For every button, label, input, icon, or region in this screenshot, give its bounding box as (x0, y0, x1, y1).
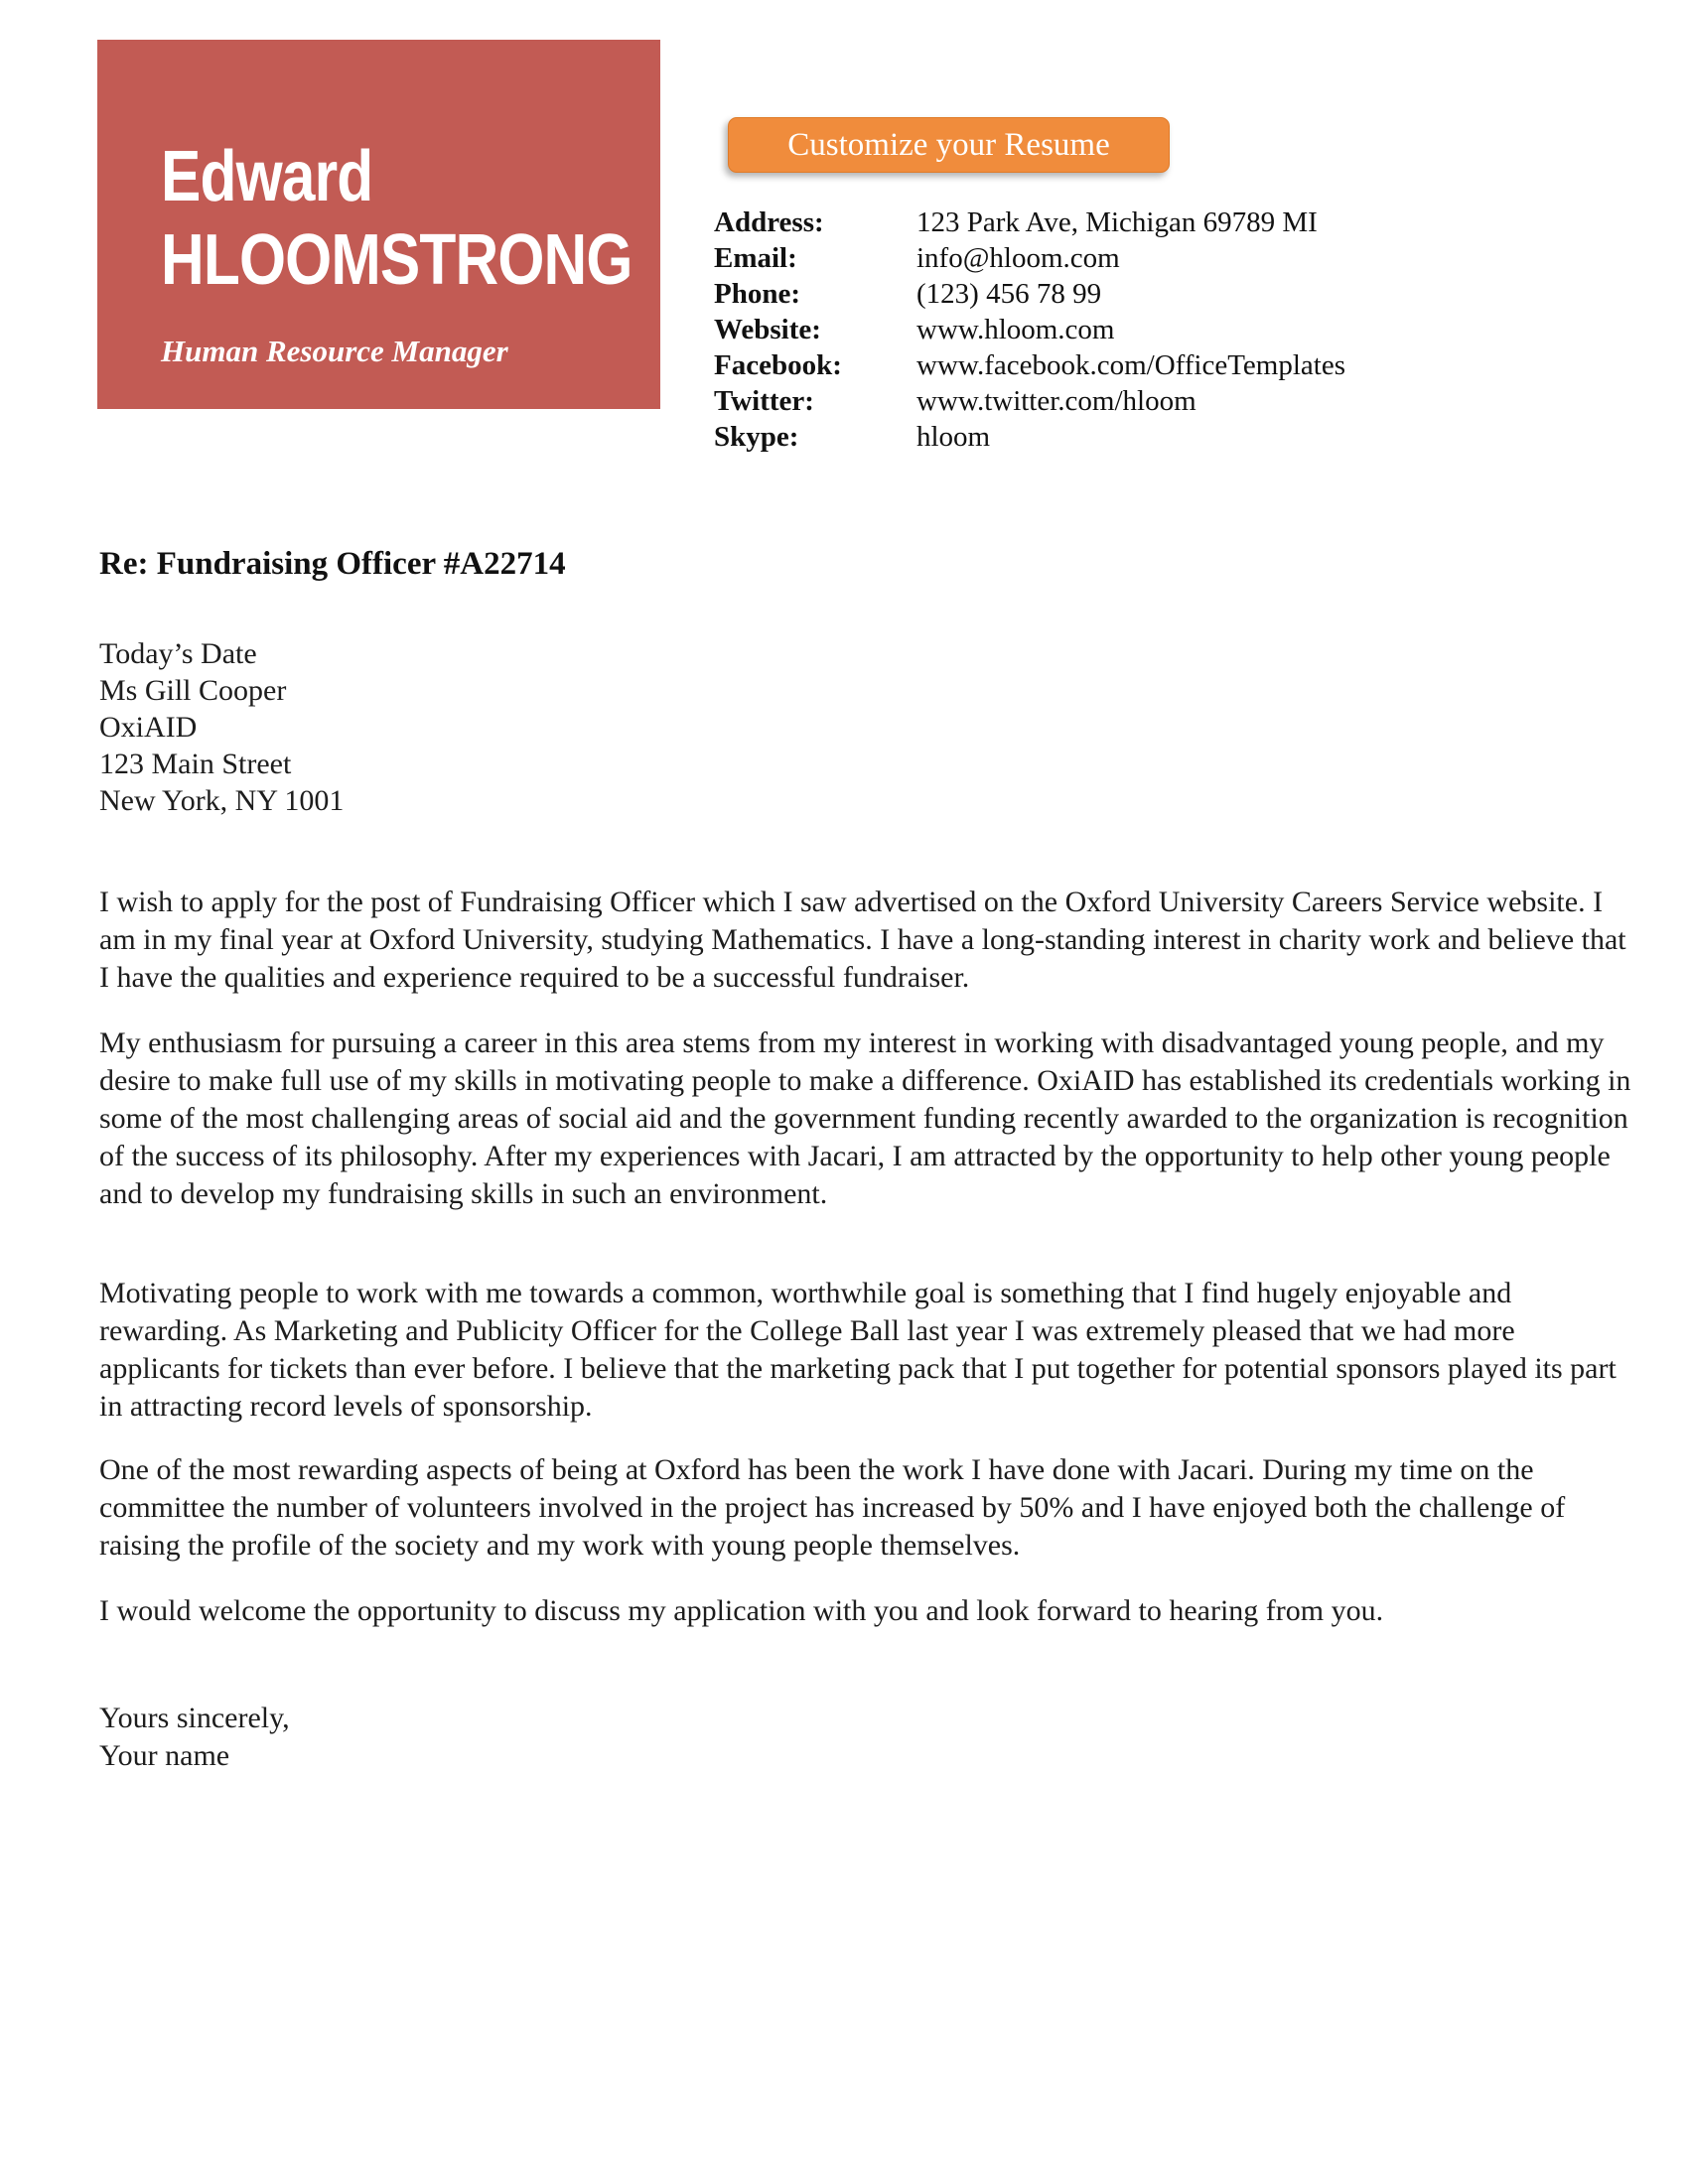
contact-info (714, 205, 1345, 455)
contact-row-address (714, 205, 1345, 240)
recipient-line-org: OxiAID (99, 711, 198, 744)
contact-label: Phone: (714, 278, 800, 310)
contact-row-email (714, 240, 1345, 276)
contact-label: Website: (714, 314, 821, 345)
recipient-block (99, 635, 344, 819)
closing-block (99, 1700, 290, 1775)
candidate-name (161, 135, 722, 302)
contact-label: Twitter: (714, 385, 814, 417)
recipient-line-street: 123 Main Street (99, 748, 292, 780)
contact-row-phone (714, 276, 1345, 312)
contact-label: Skype: (714, 421, 799, 453)
contact-row-website (714, 312, 1345, 347)
paragraph-2: My enthusiasm for pursuing a career in this area stems from my interest in working with disadvantaged young people, and my desire to make full use of my skills in motivating people to make a difference. OxiAID has established its credentials working in some of the most challenging areas of social aid and the government funding recently awarded to the organization is recognition of the success of its philosophy. After my experiences with Jacari, I am attracted by the opportunity to help other young people and to develop my fundraising skills in such an environment. (99, 1026, 1631, 1210)
contact-label: Facebook: (714, 349, 842, 381)
paragraph-1: I wish to apply for the post of Fundraising Officer which I saw advertised on the Oxford University Careers Service website. I am in my final year at Oxford University, studying Mathematics. I have a long-standing interest in charity work and believe that I have the qualities and experience required to be a successful fundraiser. (99, 886, 1626, 994)
contact-value: www.twitter.com/hloom (916, 385, 1196, 417)
closing-signature: Your name (99, 1739, 230, 1772)
contact-value: info@hloom.com (916, 242, 1120, 274)
contact-value: hloom (916, 421, 991, 453)
paragraph-3: Motivating people to work with me towards a common, worthwhile goal is something that I find hugely enjoyable and rewarding. As Marketing and Publicity Officer for the College Ball last year I was extremely pleased that we had more applicants for tickets than ever before. I believe that the marketing pack that I put together for potential sponsors played its part in attracting record levels of sponsorship. (99, 1277, 1617, 1423)
contact-value: 123 Park Ave, Michigan 69789 MI (916, 206, 1318, 238)
paragraph-4: One of the most rewarding aspects of being at Oxford has been the work I have done with Jacari. During my time on the committee the number of volunteers involved in the project has increased by 50% and I have enjoyed both the challenge of raising the profile of the society and my work with young people themselves. (99, 1453, 1566, 1562)
job-title: Human Resource Manager (161, 334, 508, 368)
first-name: Edward (161, 137, 373, 216)
subject-line: Re: Fundraising Officer #A22714 (99, 546, 566, 582)
closing-salutation: Yours sincerely, (99, 1702, 290, 1734)
contact-row-twitter (714, 383, 1345, 419)
contact-row-skype (714, 419, 1345, 455)
contact-row-facebook (714, 347, 1345, 383)
contact-value: (123) 456 78 99 (916, 278, 1102, 310)
contact-label: Email: (714, 242, 797, 274)
last-name: HLOOMSTRONG (161, 220, 633, 300)
recipient-line-date: Today’s Date (99, 637, 257, 670)
customize-resume-button[interactable]: Customize your Resume (728, 117, 1170, 173)
brand-header (97, 40, 660, 409)
contact-value: www.hloom.com (916, 314, 1115, 345)
paragraph-5: I would welcome the opportunity to discuss my application with you and look forward to hearing from you. (99, 1594, 1384, 1627)
contact-label: Address: (714, 206, 824, 238)
recipient-line-city: New York, NY 1001 (99, 784, 345, 817)
recipient-line-name: Ms Gill Cooper (99, 674, 287, 707)
contact-value: www.facebook.com/OfficeTemplates (916, 349, 1345, 381)
